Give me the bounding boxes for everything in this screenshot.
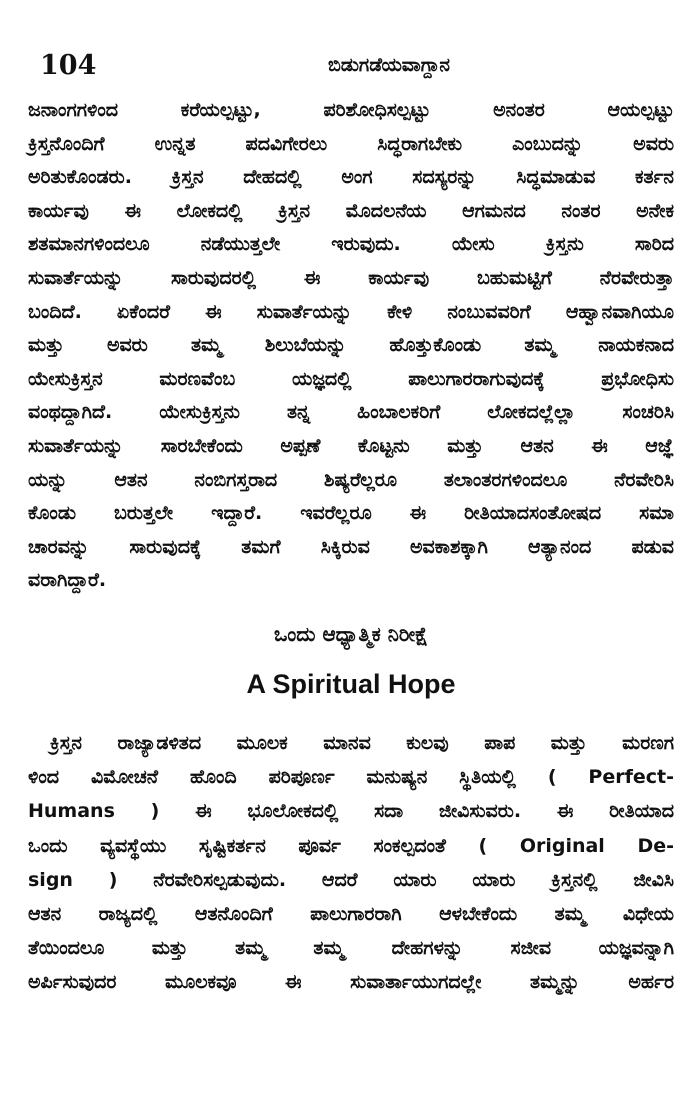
page-number: 104: [40, 50, 97, 81]
paragraph-1: [28, 94, 674, 598]
text-line: ಕ್ರಿಸ್ತನ ರಾಜ್ಯಾಡಳಿತದ ಮೂಲಕ ಮಾನವ ಕುಲವು ಪಾಪ ಮತ್ತು ಮರಣಗ: [50, 731, 674, 754]
text-line: ವಂಥದ್ದಾಗಿದೆ. ಯೇಸುಕ್ರಿಸ್ತನು ತನ್ನ ಹಿಂಬಾಲಕರಿಗೆ ಲೋಕದಲ್ಲೆಲ್ಲಾ ಸಂಚರಿಸಿ: [28, 401, 674, 424]
section-heading-english: A Spiritual Hope: [246, 668, 456, 699]
text-line: sign ) ನೆರವೇರಿಸಲ್ಪಡುವುದು. ಆದರೆ ಯಾರು ಯಾರು ಕ್ರಿಸ್ತನಲ್ಲಿ ಜೀವಿಸಿ: [28, 868, 674, 891]
text-line: ಒಂದು ವ್ಯವಸ್ಥೆಯು ಸೃಷ್ಟಿಕರ್ತನ ಪೂರ್ವ ಸಂಕಲ್ಪದಂತೆ ( Original De-: [28, 834, 674, 857]
paragraph-2: [28, 726, 674, 1000]
text-line: ಯೇಸುಕ್ರಿಸ್ತನ ಮರಣವೆಂಬ ಯಜ್ಞದಲ್ಲಿ ಪಾಲುಗಾರರಾಗುವುದಕ್ಕೆ ಪ್ರಭೋಧಿಸು: [28, 367, 674, 390]
text-line: ಅರಿತುಕೊಂಡರು. ಕ್ರಿಸ್ತನ ದೇಹದಲ್ಲಿ ಅಂಗ ಸದಸ್ಯರನ್ನು ಸಿದ್ಧಮಾಡುವ ಕರ್ತನ: [28, 166, 674, 189]
text-line: ತೆಯಿಂದಲೂ ಮತ್ತು ತಮ್ಮ ತಮ್ಮ ದೇಹಗಳನ್ನು ಸಜೀವ ಯಜ್ಞವನ್ನಾಗಿ: [28, 937, 674, 960]
page-header: [28, 44, 674, 94]
text-line: ಮತ್ತು ಅವರು ತಮ್ಮ ಶಿಲುಬೆಯನ್ನು ಹೊತ್ತುಕೊಂಡು ತಮ್ಮ ನಾಯಕನಾದ: [28, 334, 674, 357]
text-line: ಬಂದಿದೆ. ಏಕೆಂದರೆ ಈ ಸುವಾರ್ತೆಯನ್ನು ಕೇಳಿ ನಂಬುವವರಿಗೆ ಆಹ್ವಾನವಾಗಿಯೂ: [28, 300, 674, 323]
text-line: ಸುವಾರ್ತೆಯನ್ನು ಸಾರಬೇಕೆಂದು ಅಪ್ಪಣೆ ಕೊಟ್ಟನು ಮತ್ತು ಆತನ ಈ ಆಜ್ಞೆ: [28, 434, 674, 457]
text-line: ಕಾರ್ಯವು ಈ ಲೋಕದಲ್ಲಿ ಕ್ರಿಸ್ತನ ಮೊದಲನೆಯ ಆಗಮನದ ನಂತರ ಅನೇಕ: [28, 199, 674, 222]
text-line: ಯನ್ನು ಆತನ ನಂಬಿಗಸ್ತರಾದ ಶಿಷ್ಯರೆಲ್ಲರೂ ತಲಾಂತರಗಳಿಂದಲೂ ನೆರವೇರಿಸಿ: [28, 468, 674, 491]
text-line: ವರಾಗಿದ್ದಾರೆ.: [28, 569, 107, 592]
text-line: ಅರ್ಪಿಸುವುದರ ಮೂಲಕವೂ ಈ ಸುವಾರ್ತಾಯುಗದಲ್ಲೇ ತಮ್ಮನ್ನು ಅರ್ಹರ: [28, 971, 674, 994]
text-line: ಕ್ರಿಸ್ತನೊಂದಿಗೆ ಉನ್ನತ ಪದವಿಗೇರಲು ಸಿದ್ಧರಾಗಬೇಕು ಎಂಬುದನ್ನು ಅವರು: [28, 132, 674, 155]
text-line: ಕೊಂಡು ಬರುತ್ತಲೇ ಇದ್ದಾರೆ. ಇವರೆಲ್ಲರೂ ಈ ರೀತಿಯಾದಸಂತೋಷದ ಸಮಾ: [28, 502, 674, 525]
text-line: ಳಿಂದ ವಿಮೋಚನೆ ಹೊಂದಿ ಪರಿಪೂರ್ಣ ಮನುಷ್ಯನ ಸ್ಥಿತಿಯಲ್ಲಿ ( Perfect-: [28, 766, 674, 789]
text-line: ಜನಾಂಗಗಳಿಂದ ಕರೆಯಲ್ಪಟ್ಟು, ಪರಿಶೋಧಿಸಲ್ಪಟ್ಟು ಅನಂತರ ಆಯಲ್ಪಟ್ಟು: [28, 99, 674, 121]
text-line: Humans ) ಈ ಭೂಲೋಕದಲ್ಲಿ ಸದಾ ಜೀವಿಸುವರು. ಈ ರೀತಿಯಾದ: [28, 800, 674, 823]
section-heading-kannada: ಒಂದು ಆಧ್ಯಾತ್ಮಿಕ ನಿರೀಕ್ಷೆ: [273, 621, 429, 646]
text-line: ಆತನ ರಾಜ್ಯದಲ್ಲಿ ಆತನೊಂದಿಗೆ ಪಾಲುಗಾರರಾಗಿ ಆಳಬೇಕೆಂದು ತಮ್ಮ ವಿಧೇಯ: [28, 902, 674, 925]
running-title: ಬಿಡುಗಡೆಯವಾಗ್ದಾನ: [328, 54, 450, 76]
text-line: ಚಾರವನ್ನು ಸಾರುವುದಕ್ಕೆ ತಮಗೆ ಸಿಕ್ಕಿರುವ ಅವಕಾಶಕ್ಕಾಗಿ ಆತ್ಯಾನಂದ ಪಡುವ: [28, 535, 674, 558]
text-line: ಸುವಾರ್ತೆಯನ್ನು ಸಾರುವುದರಲ್ಲಿ ಈ ಕಾರ್ಯವು ಬಹುಮಟ್ಟಿಗೆ ನೆರವೇರುತ್ತಾ: [28, 266, 674, 289]
text-line: ಶತಮಾನಗಳಿಂದಲೂ ನಡೆಯುತ್ತಲೇ ಇರುವುದು. ಯೇಸು ಕ್ರಿಸ್ತನು ಸಾರಿದ: [28, 233, 674, 256]
